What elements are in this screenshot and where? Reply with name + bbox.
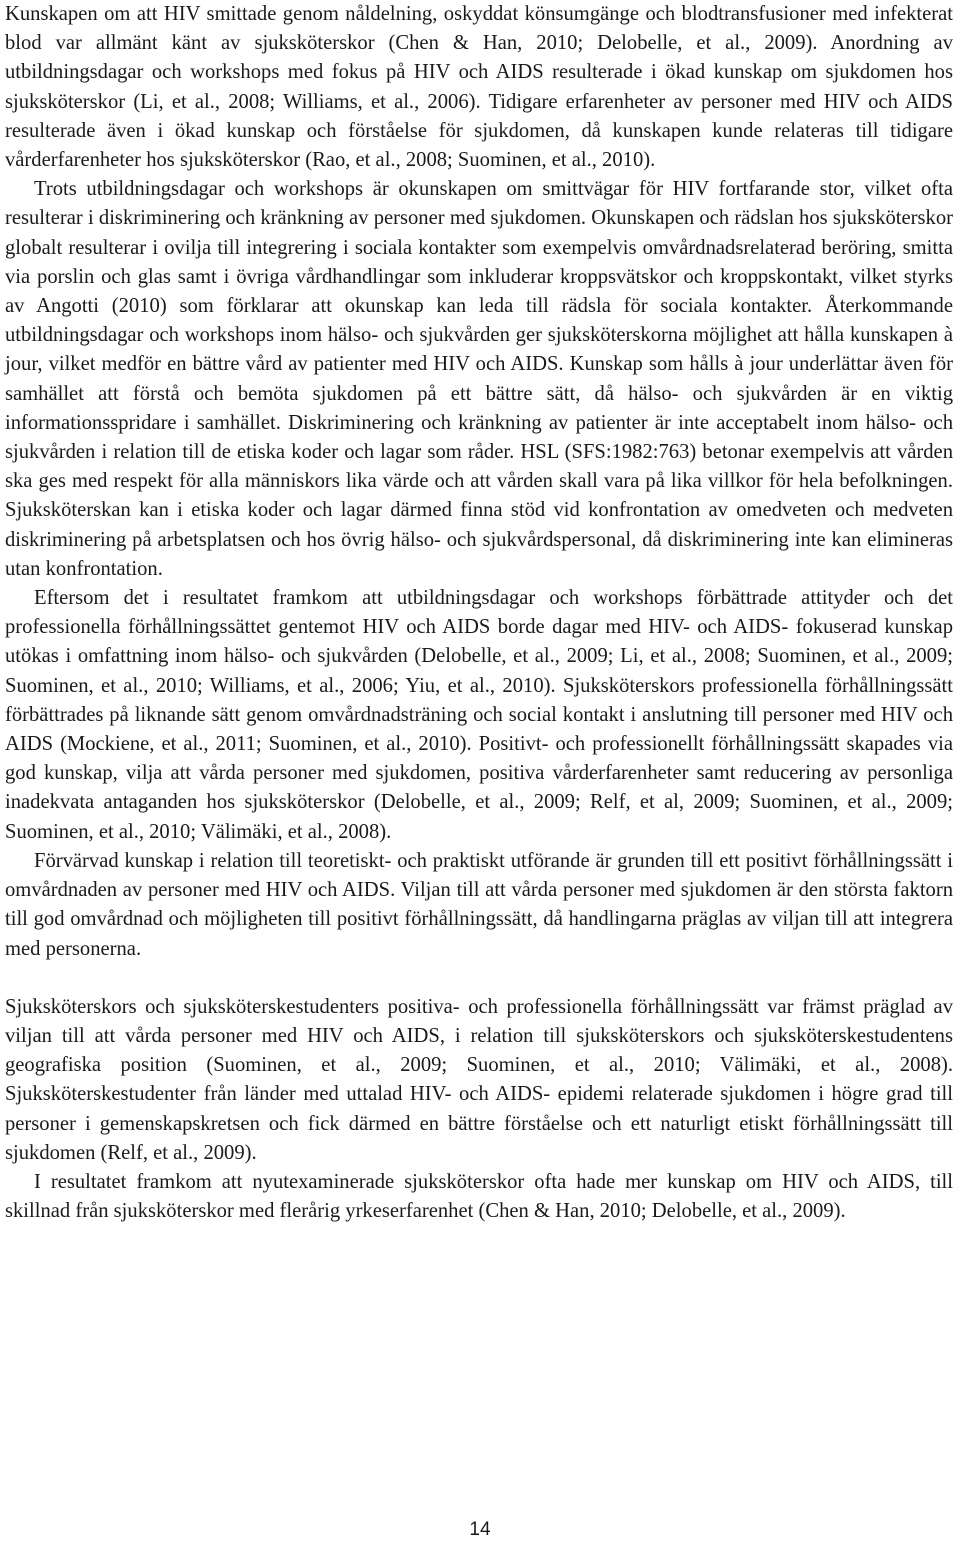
paragraph-students-attitudes: Sjuksköterskors och sjuksköterskestudenters positiva- och professionella förhållningssätt var främst präglad av viljan till att vårda personer med HIV och AIDS, i relation till sjuksköterskors och sjuksköterskestudentens geografiska position (Suominen, et al., 2009; Suominen, et al., 2010; Välimäki, et al., 2008). Sjuksköterskestudenter från länder med uttalad HIV- och AIDS- epidemi relaterade sjukdomen i högre grad till personer i gemenskapskretsen och fick därmed en bättre förståelse och ett naturligt etiskt förhållningssätt till sjukdomen (Relf, et al., 2009). (5, 995, 953, 1164)
paragraph-new-graduates: I resultatet framkom att nyutexaminerade sjuksköterskor ofta hade mer kunskap om HIV och AIDS, till skillnad från sjuksköterskor med flerårig yrkeserfarenhet (Chen & Han, 2010; Delobelle, et al., 2009). (5, 1170, 953, 1223)
paragraph-acquired-knowledge: Förvärvad kunskap i relation till teoretiskt- och praktiskt utförande är grunden till ett positivt förhållningssätt i omvårdnaden av personer med HIV och AIDS. Viljan till att vårda personer med sjukdomen är den största faktorn till god omvårdnad och möjligheten till positivt förhållningssätt, då handlingarna präglas av viljan till att integrera med personerna. (5, 849, 953, 960)
page-number: 14 (469, 1519, 491, 1540)
document-page (5, 0, 953, 1226)
paragraph-training-attitudes: Eftersom det i resultatet framkom att utbildningsdagar och workshops förbättrade attityder och det professionella förhållningssättet gentemot HIV och AIDS borde dagar med HIV- och AIDS- fokuserad kunskap utökas i omfattning inom hälso- och sjukvården (Delobelle, et al., 2009; Li, et al., 2008; Suominen, et al., 2009; Suominen, et al., 2010; Williams, et al., 2006; Yiu, et al., 2010). Sjuksköterskors professionella förhållningssätt förbättrades på liknande sätt genom omvårdnadsträning och social kontakt i anslutning till personer med HIV och AIDS (Mockiene, et al., 2011; Suominen, et al., 2010). Positivt- och professionellt förhållningssätt skapades via god kunskap, vilja att vårda personer med sjukdomen, positiva vårderfarenheter samt reducering av personliga inadekvata antaganden hos sjuksköterskor (Delobelle, et al., 2009; Relf, et al, 2009; Suominen, et al., 2009; Suominen, et al., 2010; Välimäki, et al., 2008). (5, 587, 953, 843)
paragraph-knowledge-transmission: Kunskapen om att HIV smittade genom nåldelning, oskyddat könsumgänge och blodtransfusioner med infekterat blod var allmänt känt av sjuksköterskor (Chen & Han, 2010; Delobelle, et al., 2009). Anordning av utbildningsdagar och workshops med fokus på HIV och AIDS resulterade i ökad kunskap om sjukdomen hos sjuksköterskor (Li, et al., 2008; Williams, et al., 2006). Tidigare erfarenheter av personer med HIV och AIDS resulterade även i ökad kunskap och förståelse för sjukdomen, då kunskapen kunde relateras till tidigare vårderfarenheter hos sjuksköterskor (Rao, et al., 2008; Suominen, et al., 2010). (5, 3, 953, 172)
paragraph-ignorance-discrimination: Trots utbildningsdagar och workshops är okunskapen om smittvägar för HIV fortfarande stor, vilket ofta resulterar i diskriminering och kränkning av personer med sjukdomen. Okunskapen och rädslan hos sjuksköterskor globalt resulterar i ovilja till integrering i sociala kontakter som exempelvis omvårdnadsrelaterad beröring, smitta via porslin och glas samt i övriga vårdhandlingar som inkluderar kroppsvätskor och kroppskontakt, vilket styrks av Angotti (2010) som förklarar att okunskap kan leda till rädsla för sociala kontakter. Återkommande utbildningsdagar och workshops inom hälso- och sjukvården ger sjuksköterskorna möjlighet att hålla kunskapen à jour, vilket medför en bättre vård av patienter med HIV och AIDS. Kunskap som hålls à jour underlättar även för samhället att förstå och bemöta sjukdomen på ett bättre sätt, då hälso- och sjukvården är en viktig informationsspridare i samhället. Diskriminering och kränkning av patienter är inte acceptabelt inom hälso- och sjukvården i relation till de etiska koder och lagar som råder. HSL (SFS:1982:763) betonar exempelvis att vården ska ges med respekt för alla människors lika värde och att vården skall vara på lika villkor för hela befolkningen. Sjuksköterskan kan i etiska koder och lagar därmed finna stöd vid konfrontation av omedveten och medveten diskriminering på arbetsplatsen och hos övrig hälso- och sjukvårdspersonal, då diskriminering inte kan elimineras utan konfrontation. (5, 178, 953, 580)
paragraph-gap (5, 964, 953, 993)
